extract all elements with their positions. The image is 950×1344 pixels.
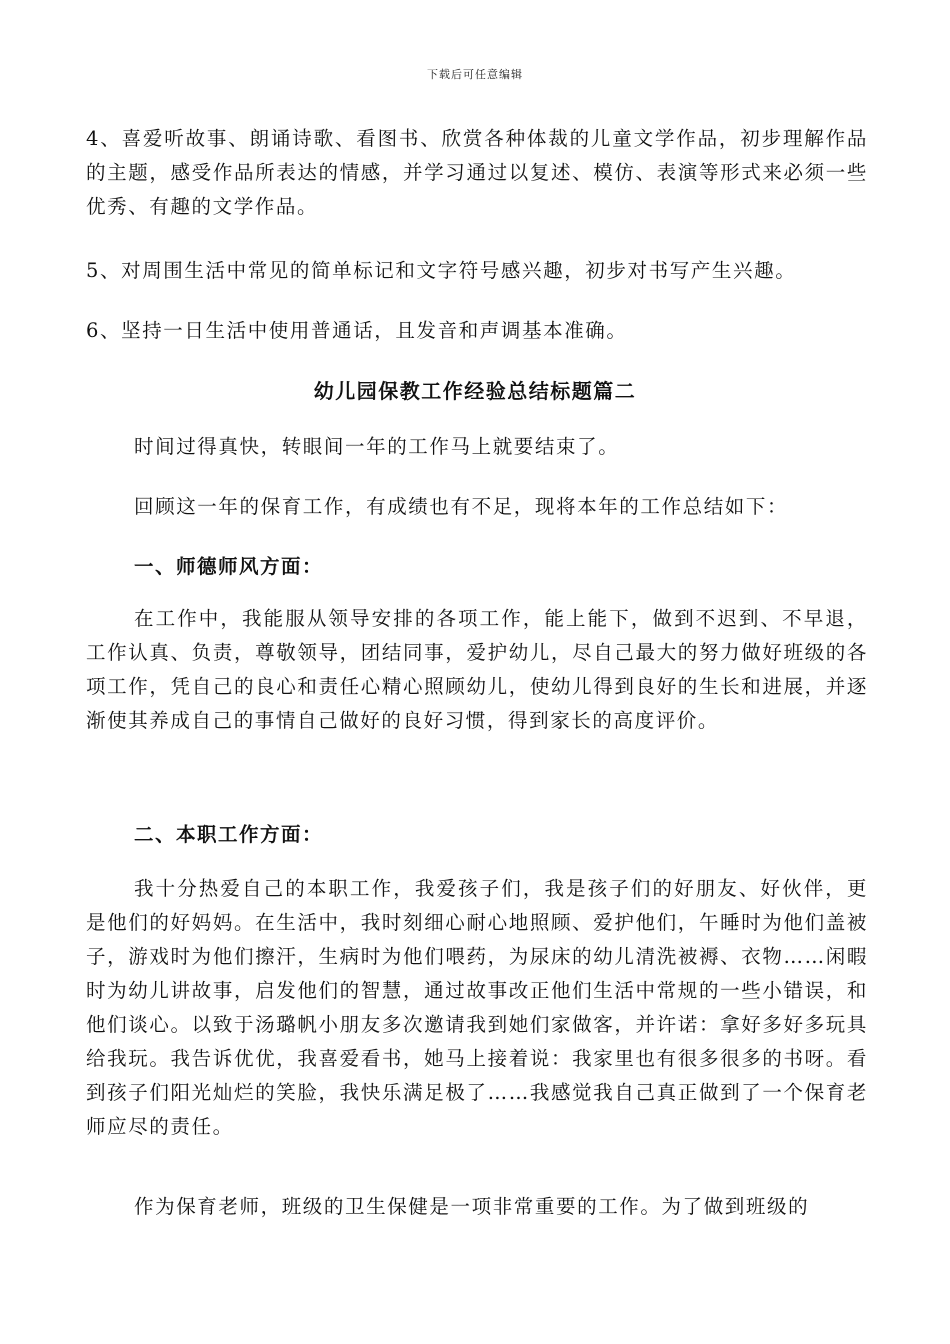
list-item-4: 4、喜爱听故事、朗诵诗歌、看图书、欣赏各种体裁的儿童文学作品，初步理解作品的主题，感受作品所表达的情感，并学习通过以复述、模仿、表演等形式来必须一些优秀、有趣的文学作品。 xyxy=(86,127,868,218)
paragraph-hygiene: 作为保育老师，班级的卫生保健是一项非常重要的工作。为了做到班级的 xyxy=(134,1195,810,1218)
list-item-5: 5、对周围生活中常见的简单标记和文字符号感兴趣，初步对书写产生兴趣。 xyxy=(86,259,797,282)
paragraph-duties: 我十分热爱自己的本职工作，我爱孩子们，我是孩子们的好朋友、好伙伴，更是他们的好妈妈。在生活中，我时刻细心耐心地照顾、爱护他们，午睡时为他们盖被子，游戏时为他们擦汗，生病时为他们喂药，为尿床的幼儿清洗被褥、衣物……闲暇时为幼儿讲故事，启发他们的智慧，通过故事改正他们生活中常规的一些小错误，和他们谈心。以致于汤璐帆小朋友多次邀请我到她们家做客，并许诺：拿好多好多玩具给我玩。我告诉优优，我喜爱看书，她马上接着说：我家里也有很多很多的书呀。看到孩子们阳光灿烂的笑脸，我快乐满足极了……我感觉我自己真正做到了一个保育老师应尽的责任。 xyxy=(86,877,868,1138)
subheading-duties: 二、本职工作方面： xyxy=(134,823,324,846)
section-title: 幼儿园保教工作经验总结标题篇二 xyxy=(313,379,637,403)
page-header: 下载后可任意编辑 xyxy=(427,68,523,81)
intro-paragraph-2: 回顾这一年的保育工作，有成绩也有不足，现将本年的工作总结如下： xyxy=(134,495,789,518)
subheading-ethics: 一、师德师风方面： xyxy=(134,555,324,578)
list-item-6: 6、坚持一日生活中使用普通话，且发音和声调基本准确。 xyxy=(86,319,628,342)
intro-paragraph-1: 时间过得真快，转眼间一年的工作马上就要结束了。 xyxy=(134,435,620,458)
paragraph-ethics: 在工作中，我能服从领导安排的各项工作，能上能下，做到不迟到、不早退，工作认真、负责，尊敬领导，团结同事，爱护幼儿，尽自己最大的努力做好班级的各项工作，凭自己的良心和责任心精心照顾幼儿，使幼儿得到良好的生长和进展，并逐渐使其养成自己的事情自己做好的良好习惯，得到家长的高度评价。 xyxy=(86,607,868,732)
